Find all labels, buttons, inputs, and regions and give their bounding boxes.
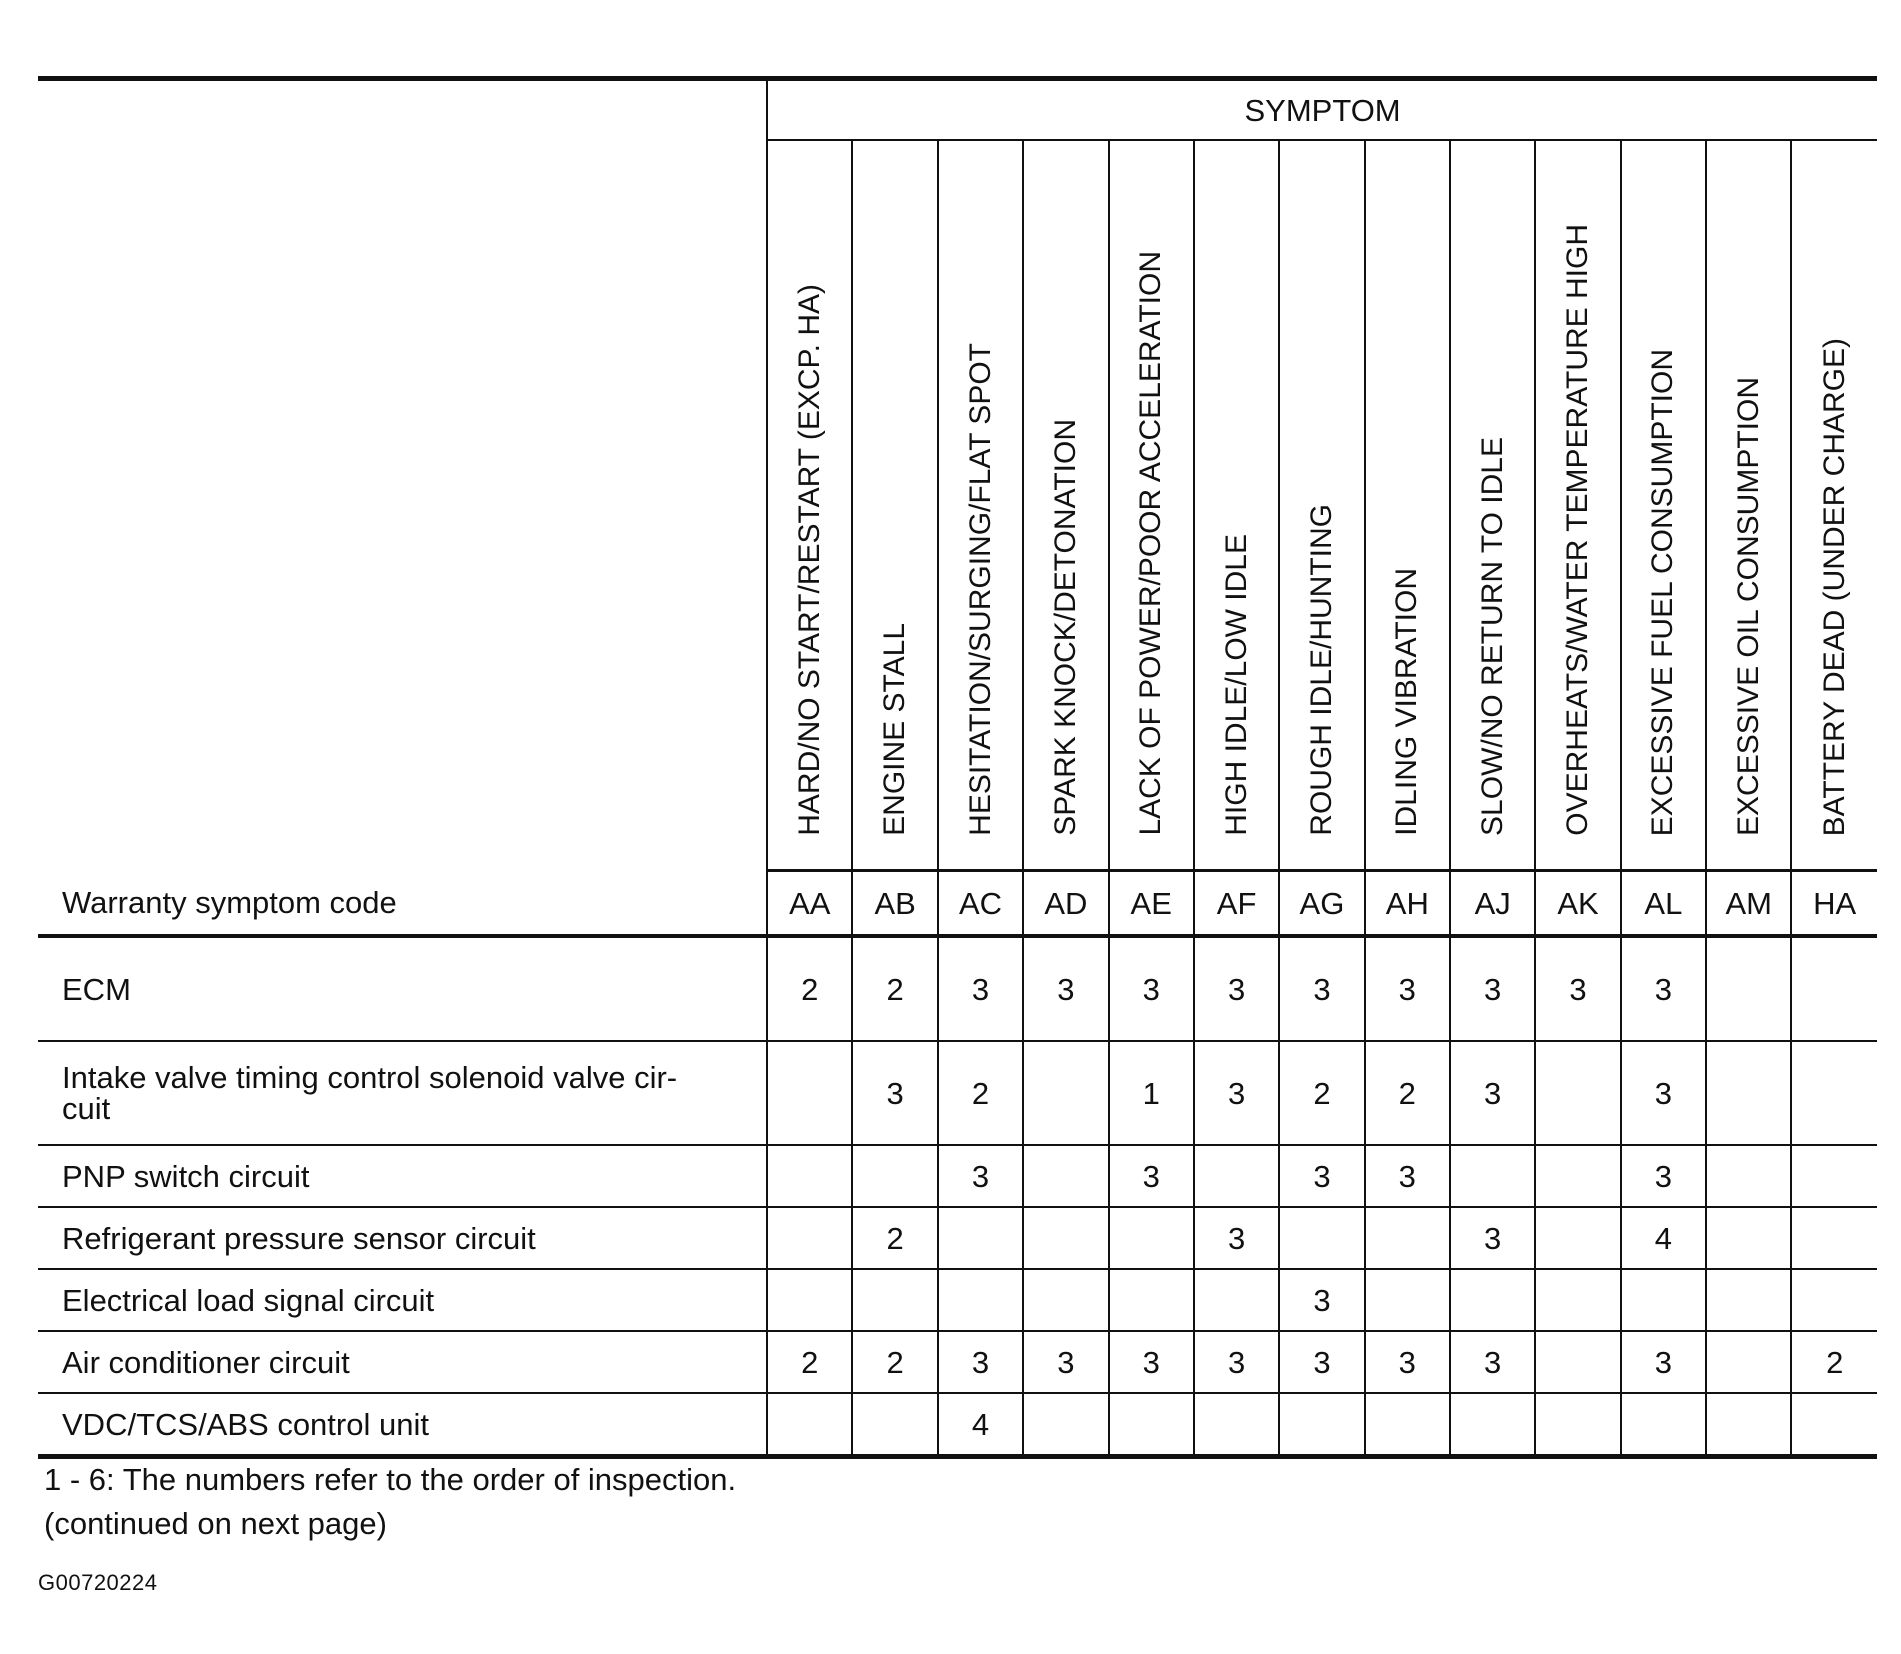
inspection-order-cell: 3 xyxy=(1621,936,1706,1041)
symptom-header-4 xyxy=(1109,140,1194,871)
symptom-header-label: SPARK KNOCK/DETONATION xyxy=(1048,419,1082,836)
inspection-order-cell: 3 xyxy=(1279,1331,1364,1393)
warranty-code: AG xyxy=(1279,871,1364,937)
inspection-order-cell xyxy=(1023,1145,1108,1207)
table-row xyxy=(38,1393,1877,1457)
symptom-header-11 xyxy=(1706,140,1791,871)
inspection-order-cell xyxy=(1450,1269,1535,1331)
table-row xyxy=(38,1207,1877,1269)
inspection-order-cell xyxy=(1706,936,1791,1041)
inspection-order-cell xyxy=(1023,1041,1108,1145)
inspection-order-cell xyxy=(1279,1393,1364,1457)
inspection-order-cell: 2 xyxy=(852,1331,937,1393)
inspection-order-cell xyxy=(1450,1145,1535,1207)
inspection-order-cell: 3 xyxy=(1365,936,1450,1041)
table-row xyxy=(38,1331,1877,1393)
inspection-order-cell: 3 xyxy=(1194,936,1279,1041)
inspection-order-cell xyxy=(1109,1269,1194,1331)
inspection-order-cell xyxy=(767,1145,852,1207)
table-row xyxy=(38,1145,1877,1207)
inspection-order-note: 1 - 6: The numbers refer to the order of inspection. xyxy=(44,1462,737,1497)
inspection-order-cell: 3 xyxy=(1450,936,1535,1041)
warranty-code: AA xyxy=(767,871,852,937)
symptom-header-label: IDLING VIBRATION xyxy=(1390,568,1424,836)
inspection-order-cell: 3 xyxy=(938,1331,1023,1393)
warranty-code: AJ xyxy=(1450,871,1535,937)
inspection-order-cell xyxy=(1621,1393,1706,1457)
inspection-order-cell xyxy=(1791,936,1877,1041)
row-label-line: cuit xyxy=(62,1091,111,1126)
inspection-order-cell: 3 xyxy=(1535,936,1620,1041)
inspection-order-cell: 2 xyxy=(852,1207,937,1269)
symptom-header-label: OVERHEATS/WATER TEMPERATURE HIGH xyxy=(1561,224,1595,836)
row-label-line: Intake valve timing control solenoid valve cir- xyxy=(62,1060,678,1095)
inspection-order-cell: 3 xyxy=(1279,936,1364,1041)
warranty-code: AH xyxy=(1365,871,1450,937)
inspection-order-cell xyxy=(1791,1207,1877,1269)
inspection-order-cell xyxy=(1023,1393,1108,1457)
row-label: Refrigerant pressure sensor circuit xyxy=(38,1207,767,1269)
inspection-order-cell xyxy=(1791,1269,1877,1331)
warranty-code: AB xyxy=(852,871,937,937)
symptom-header-label: HARD/NO START/RESTART (EXCP. HA) xyxy=(792,284,826,836)
symptom-header-2 xyxy=(938,140,1023,871)
row-label xyxy=(38,1041,767,1145)
symptom-header-1 xyxy=(852,140,937,871)
inspection-order-cell xyxy=(767,1269,852,1331)
inspection-order-cell: 4 xyxy=(1621,1207,1706,1269)
symptom-header-label: LACK OF POWER/POOR ACCELERATION xyxy=(1134,251,1168,836)
warranty-code: AC xyxy=(938,871,1023,937)
inspection-order-cell xyxy=(938,1207,1023,1269)
symptom-header-5 xyxy=(1194,140,1279,871)
symptom-header-6 xyxy=(1279,140,1364,871)
inspection-order-cell: 2 xyxy=(938,1041,1023,1145)
inspection-order-cell xyxy=(1621,1269,1706,1331)
inspection-order-cell: 3 xyxy=(938,1145,1023,1207)
row-label: ECM xyxy=(38,936,767,1041)
symptom-header-label: HIGH IDLE/LOW IDLE xyxy=(1219,534,1253,836)
inspection-order-cell: 3 xyxy=(852,1041,937,1145)
inspection-order-cell: 3 xyxy=(1194,1207,1279,1269)
inspection-order-cell: 3 xyxy=(1621,1041,1706,1145)
warranty-code: AE xyxy=(1109,871,1194,937)
inspection-order-cell: 2 xyxy=(767,1331,852,1393)
inspection-order-cell xyxy=(767,1041,852,1145)
inspection-order-cell xyxy=(1706,1269,1791,1331)
table-row xyxy=(38,1041,1877,1145)
warranty-code: AF xyxy=(1194,871,1279,937)
inspection-order-cell xyxy=(1535,1331,1620,1393)
warranty-code: HA xyxy=(1791,871,1877,937)
inspection-order-cell: 2 xyxy=(852,936,937,1041)
inspection-order-cell: 4 xyxy=(938,1393,1023,1457)
inspection-order-cell xyxy=(1194,1145,1279,1207)
inspection-order-cell xyxy=(1791,1393,1877,1457)
header-blank-cell xyxy=(38,79,767,141)
inspection-order-cell xyxy=(767,1393,852,1457)
inspection-order-cell xyxy=(852,1269,937,1331)
symptom-header-label: SLOW/NO RETURN TO IDLE xyxy=(1475,437,1509,836)
warranty-code: AM xyxy=(1706,871,1791,937)
inspection-order-cell: 3 xyxy=(1450,1041,1535,1145)
warranty-code-label: Warranty symptom code xyxy=(38,871,767,937)
inspection-order-cell: 3 xyxy=(1450,1207,1535,1269)
symptom-header-7 xyxy=(1365,140,1450,871)
symptom-header-9 xyxy=(1535,140,1620,871)
symptom-header-8 xyxy=(1450,140,1535,871)
symptom-header-label: EXCESSIVE FUEL CONSUMPTION xyxy=(1646,348,1680,836)
symptom-header-label: ENGINE STALL xyxy=(878,623,912,836)
inspection-order-cell: 3 xyxy=(1621,1145,1706,1207)
inspection-order-cell xyxy=(1791,1145,1877,1207)
inspection-order-cell xyxy=(1706,1145,1791,1207)
inspection-order-cell: 3 xyxy=(1109,1145,1194,1207)
inspection-order-cell xyxy=(1365,1269,1450,1331)
inspection-order-cell xyxy=(1535,1393,1620,1457)
inspection-order-cell xyxy=(1109,1207,1194,1269)
footnotes xyxy=(44,1458,736,1546)
symptom-header-label: EXCESSIVE OIL CONSUMPTION xyxy=(1731,377,1765,836)
inspection-order-cell: 3 xyxy=(1279,1145,1364,1207)
inspection-order-cell xyxy=(1109,1393,1194,1457)
row-label: VDC/TCS/ABS control unit xyxy=(38,1393,767,1457)
symptom-header-label: ROUGH IDLE/HUNTING xyxy=(1304,504,1338,836)
table-row xyxy=(38,1269,1877,1331)
inspection-order-cell xyxy=(1279,1207,1364,1269)
inspection-order-cell: 2 xyxy=(1791,1331,1877,1393)
inspection-order-cell xyxy=(1706,1393,1791,1457)
figure-id: G00720224 xyxy=(38,1570,158,1595)
symptom-header-10 xyxy=(1621,140,1706,871)
symptom-matrix-table xyxy=(38,76,1877,1459)
inspection-order-cell: 3 xyxy=(1109,936,1194,1041)
header-blank-cell xyxy=(38,140,767,871)
inspection-order-cell: 3 xyxy=(1109,1331,1194,1393)
row-label: Electrical load signal circuit xyxy=(38,1269,767,1331)
inspection-order-cell: 3 xyxy=(1365,1145,1450,1207)
inspection-order-cell xyxy=(1535,1145,1620,1207)
inspection-order-cell xyxy=(1450,1393,1535,1457)
inspection-order-cell: 2 xyxy=(1279,1041,1364,1145)
inspection-order-cell xyxy=(1194,1269,1279,1331)
symptom-title: SYMPTOM xyxy=(767,79,1877,141)
symptom-header-12 xyxy=(1791,140,1877,871)
warranty-code: AD xyxy=(1023,871,1108,937)
inspection-order-cell xyxy=(1706,1041,1791,1145)
inspection-order-cell: 3 xyxy=(1194,1041,1279,1145)
warranty-code: AK xyxy=(1535,871,1620,937)
inspection-order-cell: 2 xyxy=(767,936,852,1041)
inspection-order-cell: 3 xyxy=(938,936,1023,1041)
inspection-order-cell: 1 xyxy=(1109,1041,1194,1145)
inspection-order-cell xyxy=(1706,1331,1791,1393)
inspection-order-cell: 3 xyxy=(1023,1331,1108,1393)
inspection-order-cell xyxy=(938,1269,1023,1331)
inspection-order-cell xyxy=(1023,1269,1108,1331)
inspection-order-cell xyxy=(1706,1207,1791,1269)
warranty-code-row xyxy=(38,871,1877,937)
inspection-order-cell: 3 xyxy=(1365,1331,1450,1393)
inspection-order-cell: 2 xyxy=(1365,1041,1450,1145)
symptom-header-label: HESITATION/SURGING/FLAT SPOT xyxy=(963,343,997,836)
inspection-order-cell xyxy=(1535,1207,1620,1269)
inspection-order-cell xyxy=(767,1207,852,1269)
inspection-order-cell: 3 xyxy=(1023,936,1108,1041)
table-row xyxy=(38,936,1877,1041)
inspection-order-cell: 3 xyxy=(1194,1331,1279,1393)
continued-note: (continued on next page) xyxy=(44,1506,387,1541)
inspection-order-cell xyxy=(1535,1041,1620,1145)
row-label: PNP switch circuit xyxy=(38,1145,767,1207)
inspection-order-cell xyxy=(1365,1393,1450,1457)
row-label: Air conditioner circuit xyxy=(38,1331,767,1393)
inspection-order-cell: 3 xyxy=(1279,1269,1364,1331)
inspection-order-cell xyxy=(1194,1393,1279,1457)
inspection-order-cell: 3 xyxy=(1450,1331,1535,1393)
warranty-code: AL xyxy=(1621,871,1706,937)
inspection-order-cell xyxy=(852,1393,937,1457)
symptom-header-0 xyxy=(767,140,852,871)
inspection-order-cell xyxy=(852,1145,937,1207)
inspection-order-cell: 3 xyxy=(1621,1331,1706,1393)
symptom-header-3 xyxy=(1023,140,1108,871)
diagnosis-chart xyxy=(38,76,1877,1459)
inspection-order-cell xyxy=(1023,1207,1108,1269)
inspection-order-cell xyxy=(1365,1207,1450,1269)
symptom-header-label: BATTERY DEAD (UNDER CHARGE) xyxy=(1817,337,1851,836)
inspection-order-cell xyxy=(1535,1269,1620,1331)
inspection-order-cell xyxy=(1791,1041,1877,1145)
